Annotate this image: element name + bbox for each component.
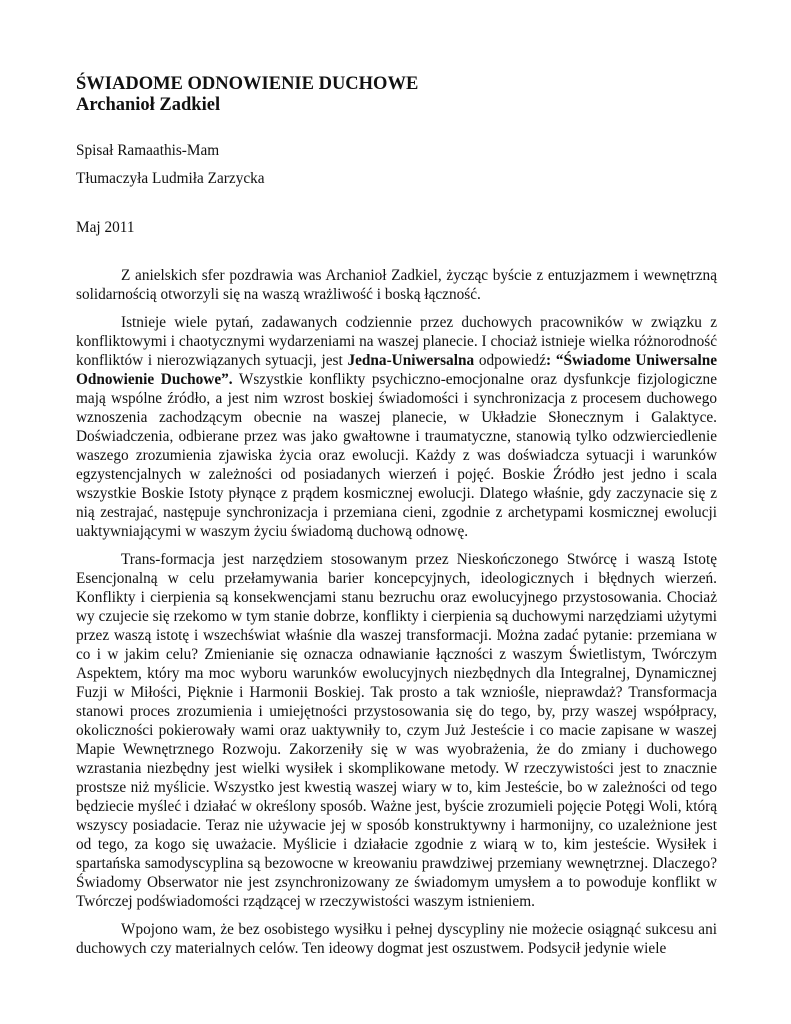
paragraph-2-bold-answer: : “Świadome Uniwersalne Odnowienie Duchowe”. [76,352,717,388]
date-line: Maj 2011 [76,219,135,236]
paragraph-3: Trans-formacja jest narzędziem stosowanym przez Nieskończonego Stwórcę i waszą Istotę Esencjonalną w celu przełamywania barier koncepcyjnych, ideologicznych i błędnych wierzeń. Konflikty i cierpienia są konsekwencjami stanu bezruchu oraz ewolucyjnego przystosowania. Chociaż wy czujecie się rzekomo w tym stanie dobrze, konflikty i cierpienia są duchowymi narzędziami użytymi przez waszą istotę i wszechświat właśnie dla waszej transformacji. Można zadać pytanie: przemiana w co i w jakim celu? Zmienianie się oznacza odnawianie łączności z waszym Świetlistym, Twórczym Aspektem, który ma moc wyboru warunków ewolucyjnych niezbędnych dla Integralnej, Dynamicznej Fuzji w Miłości, Pięknie i Harmonii Boskiej. Tak prosto a tak wzniośle, nieprawdaż? Transformacja stanowi proces zrozumienia i umiejętności przystosowania się do tego, by, przy waszej współpracy, okoliczności pokierowały wami oraz uaktywniły to, czym Już Jesteście i co macie zapisane w waszej Mapie Wewnętrznego Rozwoju. Zakorzeniły się w was wyobrażenia, że do zmiany i duchowego wzrastania niezbędny jest wielki wysiłek i skomplikowane metody. W rzeczywistości jest to znacznie prostsze niż myślicie. Wszystko jest kwestią waszej wiary w to, kim Jesteście, bo w zależności od tego będziecie myśleć i działać w określony sposób. Ważne jest, byście zrozumieli pojęcie Potęgi Woli, którą wszyscy posiadacie. Teraz nie używacie jej w sposób konstruktywny i harmonijny, co uzależnione jest od tego, za kogo się uważacie. Myślicie i działacie zgodnie z wiarą w to, kim jesteście. Wysiłek i spartańska samodyscyplina są bezowocne w kreowaniu prawdziwej przemiany wewnętrznej. Dlaczego? Świadomy Obserwator nie jest zsynchronizowany ze świadomym umysłem a to powoduje konflikt w Twórczej podświadomości rządzącej w rzeczywistości waszym istnieniem. [76,551,717,910]
paragraph-2-text-end: Wszystkie konflikty psychiczno-emocjonalne oraz dysfunkcje fizjologiczne mają wspólne źródło, a jest nim wzrost boskiej świadomości i synchronizacja z procesem duchowego wznoszenia zachodzącym obecnie na waszej planecie, w Układzie Słonecznym i Galaktyce. Doświadczenia, odbierane przez was jako gwałtowne i traumatyczne, stanowią tylko odzwierciedlenie waszego zrozumienia zjawiska życia oraz ewolucji. Każdy z was doświadcza sytuacji i warunków egzystencjalnych w zależności od posiadanych wierzeń i pojęć. Boskie Źródło jest jedno i scala wszystkie Boskie Istoty płynące z prądem kosmicznej ewolucji. Dlatego właśnie, gdy zaczynacie się z nią zestrajać, następuje synchronizacja i przemiana cieni, zgodnie z archetypami kosmicznej ewolucji uaktywniającymi w waszym życiu świadomą duchową odnowę. [76,371,717,540]
paragraph-2-text-start: Istnieje wiele pytań, zadawanych codziennie przez duchowych pracowników w związku z konfliktowymi i chaotycznymi wydarzeniami na waszej planecie. I chociaż istnieje wielka różnorodność konfliktów i nierozwiązanych sytuacji, jest [76,314,717,369]
paragraph-1: Z anielskich sfer pozdrawia was Archanioł Zadkiel, życząc byście z entuzjazmem i wewnętrzną solidarnością otworzyli się na waszą wrażliwość i boską łączność. [76,267,717,303]
document-content [76,74,717,958]
document-title: ŚWIADOME ODNOWIENIE DUCHOWE [76,74,419,94]
paragraph-2-bold-jedna: Jedna-Uniwersalna [347,352,475,369]
author-line: Spisał Ramaathis-Mam [76,142,220,159]
paragraph-4: Wpojono wam, że bez osobistego wysiłku i pełnej dyscypliny nie możecie osiągnąć sukcesu ani duchowych czy materialnych celów. Ten ideowy dogmat jest oszustwem. Podsycił jedynie wiele [76,921,717,957]
translator-line: Tłumaczyła Ludmiła Zarzycka [76,170,265,187]
paragraph-2-text-middle: odpowiedź [474,352,546,369]
paragraph-2 [76,313,717,541]
document-subtitle: Archanioł Zadkiel [76,95,221,115]
